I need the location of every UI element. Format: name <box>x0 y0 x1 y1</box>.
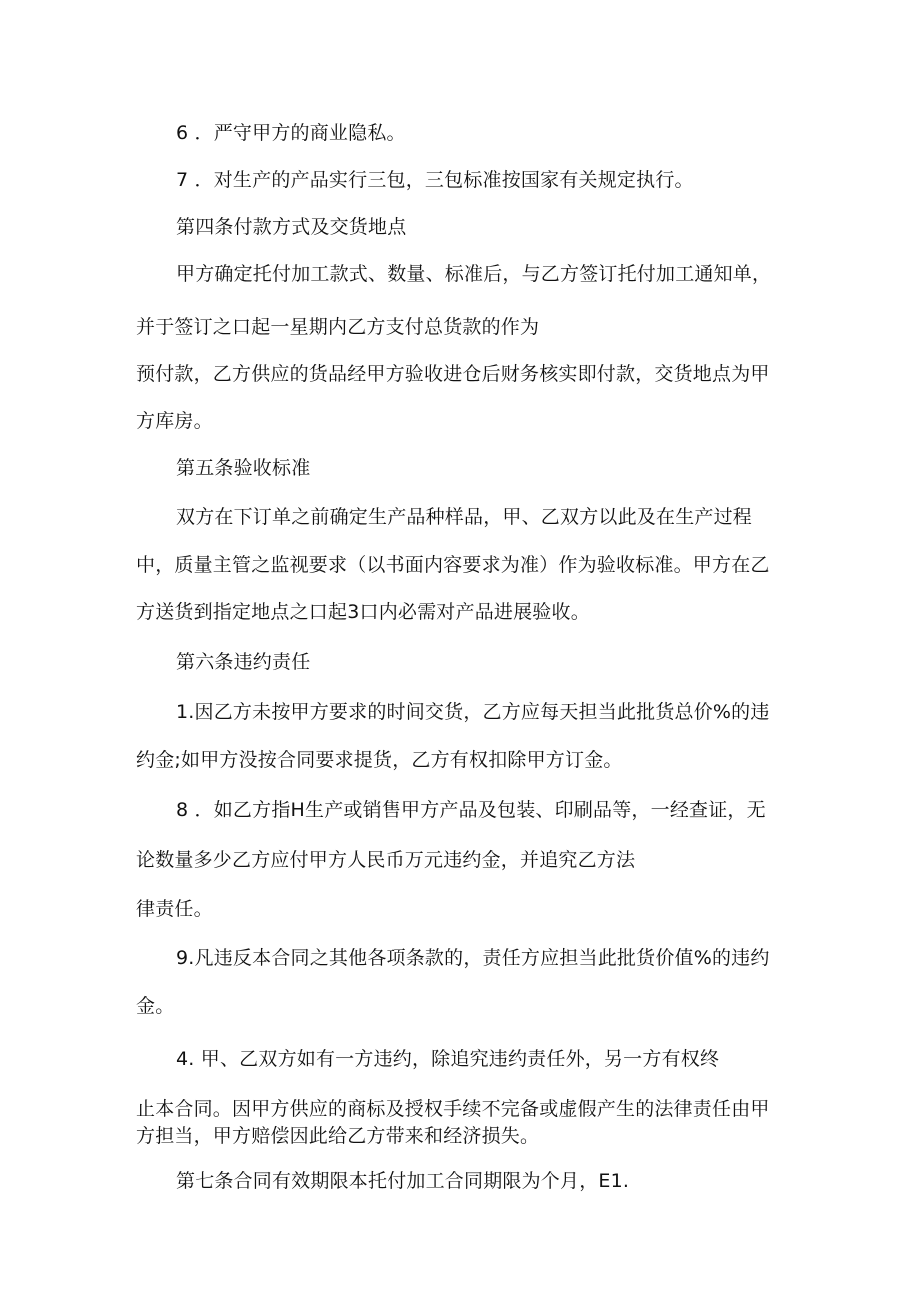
section-heading-6: 第六条违约责任 <box>176 651 311 673</box>
paragraph-line: 双方在下订单之前确定生产品种样品，甲、乙双方以此及在生产过程 <box>176 506 753 528</box>
paragraph-line: 止本合同。因甲方供应的商标及授权手续不完备或虚假产生的法律责任由甲 <box>136 1098 770 1120</box>
paragraph-line: 甲方确定托付加工款式、数量、标准后，与乙方签订托付加工通知单， <box>176 263 772 285</box>
clause-item-6: 6 ．严守甲方的商业隐私。 <box>176 122 406 144</box>
paragraph-line: 方送货到指定地点之口起3口内必需对产品进展验收。 <box>136 601 590 623</box>
paragraph-line: 中，质量主管之监视要求（以书面内容要求为准）作为验收标准。甲方在乙 <box>136 554 770 576</box>
paragraph-line: 1.因乙方未按甲方要求的时间交货，乙方应每天担当此批货总价%的违 <box>176 701 770 723</box>
paragraph-line: 并于签订之口起一星期内乙方支付总货款的作为 <box>136 316 540 338</box>
paragraph-line: 方库房。 <box>136 410 213 432</box>
section-heading-4: 第四条付款方式及交货地点 <box>176 216 407 238</box>
clause-item-7: 7 ．对生产的产品实行三包，三包标准按国家有关规定执行。 <box>176 169 694 191</box>
paragraph-line: 4. 甲、乙双方如有一方违约，除追究违约责任外，另一方有权终 <box>176 1048 720 1070</box>
paragraph-line: 方担当，甲方赔偿因此给乙方带来和经济损失。 <box>136 1125 540 1147</box>
paragraph-line: 律责任。 <box>136 898 213 920</box>
paragraph-line: 9.凡违反本合同之其他各项条款的，责任方应担当此批货价值%的违约 <box>176 947 770 969</box>
section-heading-7: 第七条合同有效期限本托付加工合同期限为个月，E1. <box>176 1170 630 1192</box>
paragraph-line: 约金;如甲方没按合同要求提货，乙方有权扣除甲方订金。 <box>136 749 623 771</box>
section-heading-5: 第五条验收标准 <box>176 457 311 479</box>
paragraph-line: 论数量多少乙方应付甲方人民币万元违约金，并追究乙方法 <box>136 849 636 871</box>
paragraph-line: 金。 <box>136 995 175 1017</box>
paragraph-line: 8 ．如乙方指H生产或销售甲方产品及包装、印刷品等，一经查证，无 <box>176 799 766 821</box>
paragraph-line: 预付款，乙方供应的货品经甲方验收进仓后财务核实即付款，交货地点为甲 <box>136 363 770 385</box>
